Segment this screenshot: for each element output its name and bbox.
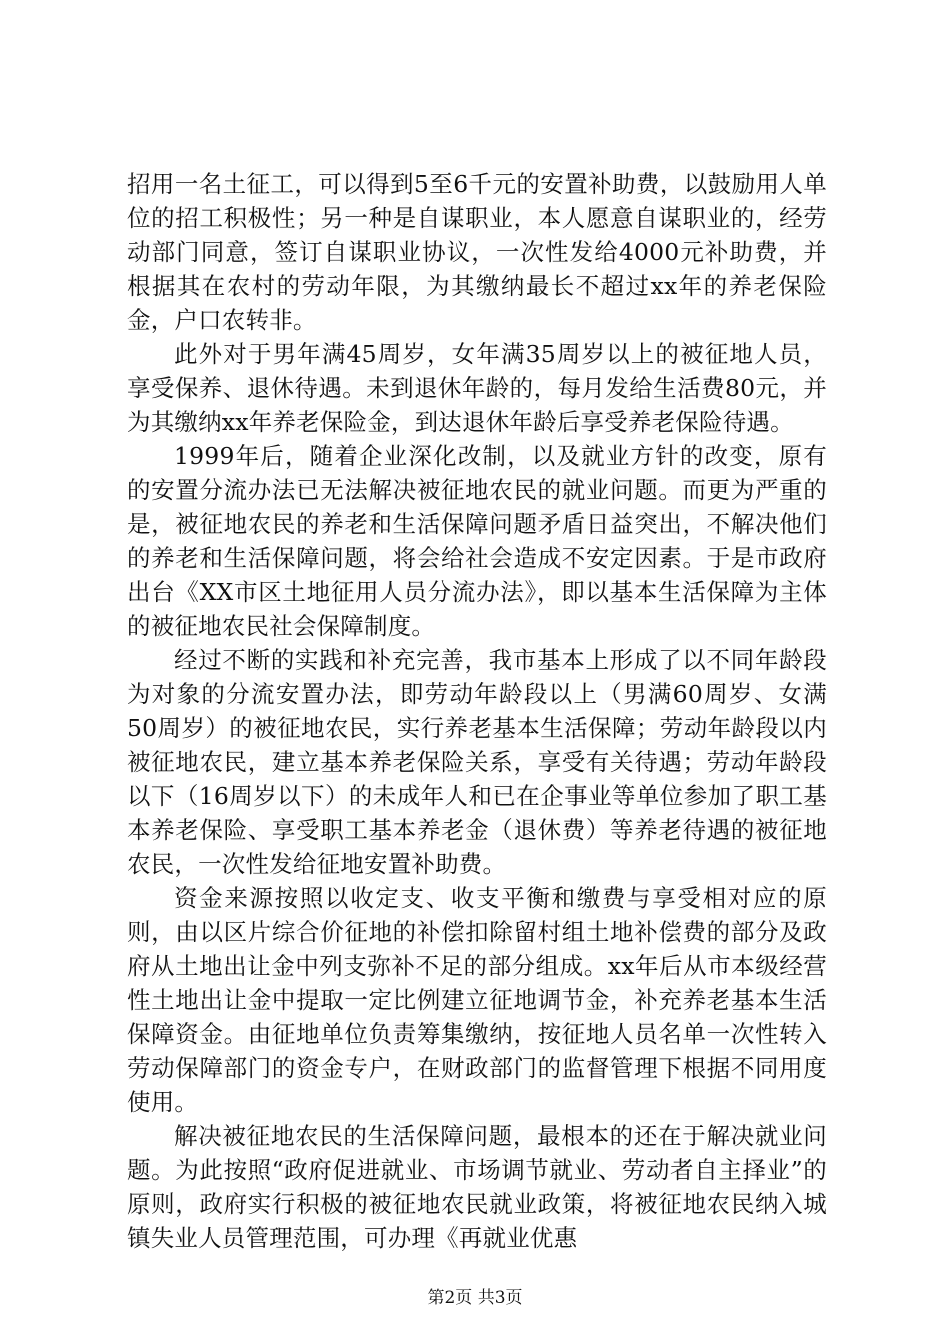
paragraph: 解决被征地农民的生活保障问题，最根本的还在于解决就业问题。为此按照“政府促进就业、市场调节就业、劳动者自主择业”的原则，政府实行积极的被征地农民就业政策，将被征地农民纳入城镇失业人员管理范围，可办理《再就业优惠 bbox=[127, 1122, 827, 1252]
paragraph: 资金来源按照以收定支、收支平衡和缴费与享受相对应的原则，由以区片综合价征地的补偿扣除留村组土地补偿费的部分及政府从土地出让金中列支弥补不足的部分组成。xx年后从市本级经营性土地出让金中提取一定比例建立征地调节金，补充养老基本生活保障资金。由征地单位负责筹集缴纳，按征地人员名单一次性转入劳动保障部门的资金专户，在财政部门的监督管理下根据不同用度使用。 bbox=[127, 884, 827, 1116]
page-number-footer: 第2页 共3页 bbox=[427, 1288, 523, 1308]
paragraph-continued: 招用一名土征工，可以得到5至6千元的安置补助费，以鼓励用人单位的招工积极性；另一种是自谋职业，本人愿意自谋职业的，经劳动部门同意，签订自谋职业协议，一次性发给4000元补助费，并根据其在农村的劳动年限，为其缴纳最长不超过xx年的养老保险金，户口农转非。 bbox=[127, 170, 827, 334]
paragraph: 此外对于男年满45周岁，女年满35周岁以上的被征地人员，享受保养、退休待遇。未到退休年龄的，每月发给生活费80元，并为其缴纳xx年养老保险金，到达退休年龄后享受养老保险待遇。 bbox=[127, 340, 827, 436]
document-body bbox=[127, 167, 827, 1255]
paragraph: 1999年后，随着企业深化改制，以及就业方针的改变，原有的安置分流办法已无法解决被征地农民的就业问题。而更为严重的是，被征地农民的养老和生活保障问题矛盾日益突出，不解决他们的养老和生活保障问题，将会给社会造成不安定因素。于是市政府出台《XX市区土地征用人员分流办法》，即以基本生活保障为主体的被征地农民社会保障制度。 bbox=[127, 442, 827, 640]
paragraph: 经过不断的实践和补充完善，我市基本上形成了以不同年龄段为对象的分流安置办法，即劳动年龄段以上（男满60周岁、女满50周岁）的被征地农民，实行养老基本生活保障；劳动年龄段以内被征地农民，建立基本养老保险关系，享受有关待遇；劳动年龄段以下（16周岁以下）的未成年人和已在企事业等单位参加了职工基本养老保险、享受职工基本养老金（退休费）等养老待遇的被征地农民，一次性发给征地安置补助费。 bbox=[127, 646, 827, 878]
